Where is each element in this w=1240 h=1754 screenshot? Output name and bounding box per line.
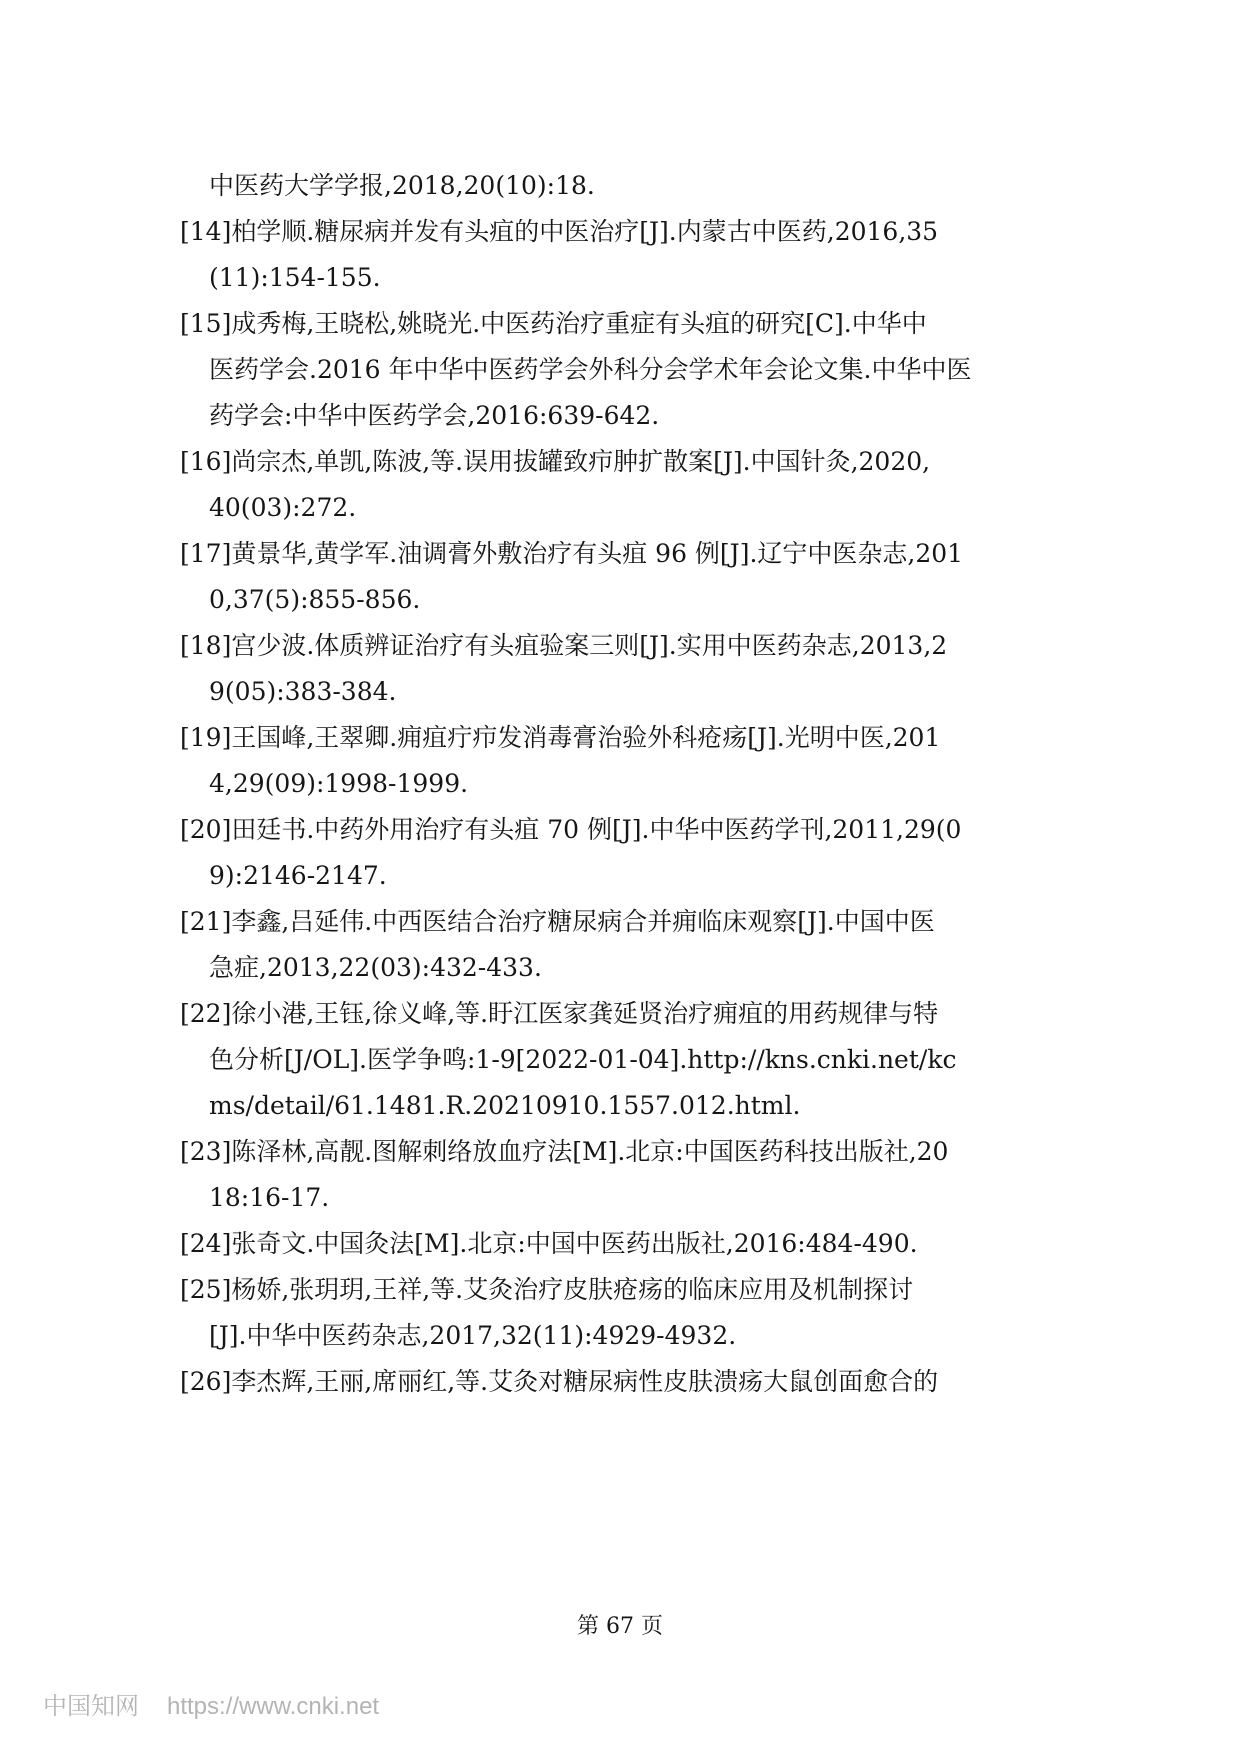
watermark-brand: 中国知网 xyxy=(43,1693,139,1720)
reference-continuation-line: 中医药大学学报,2018,20(10):18. xyxy=(209,171,595,200)
reference-17-line-2: 0,37(5):855-856. xyxy=(209,585,421,614)
reference-22-line-3: ms/detail/61.1481.R.20210910.1557.012.html. xyxy=(209,1091,801,1120)
watermark-url: https://www.cnki.net xyxy=(167,1693,380,1720)
reference-16-line-2: 40(03):272. xyxy=(209,493,357,522)
reference-21-line-1: [21]李鑫,吕延伟.中西医结合治疗糖尿病合并痈临床观察[J].中国中医 xyxy=(180,907,935,936)
reference-15-line-1: [15]成秀梅,王晓松,姚晓光.中医药治疗重症有头疽的研究[C].中华中 xyxy=(180,309,927,338)
reference-20-line-2: 9):2146-2147. xyxy=(209,861,387,890)
reference-23-line-1: [23]陈泽林,高靓.图解刺络放血疗法[M].北京:中国医药科技出版社,20 xyxy=(180,1137,949,1166)
reference-19-line-1: [19]王国峰,王翠卿.痈疽疔疖发消毒膏治验外科疮疡[J].光明中医,201 xyxy=(180,723,941,752)
reference-24-line-1: [24]张奇文.中国灸法[M].北京:中国中医药出版社,2016:484-490. xyxy=(180,1229,918,1258)
reference-16-line-1: [16]尚宗杰,单凯,陈波,等.误用拔罐致疖肿扩散案[J].中国针灸,2020, xyxy=(180,447,931,476)
reference-15-line-2: 医药学会.2016 年中华中医药学会外科分会学术年会论文集.中华中医 xyxy=(209,355,972,384)
reference-26-line-1: [26]李杰辉,王丽,席丽红,等.艾灸对糖尿病性皮肤溃疡大鼠创面愈合的 xyxy=(180,1367,939,1396)
reference-14-line-1: [14]柏学顺.糖尿病并发有头疽的中医治疗[J].内蒙古中医药,2016,35 xyxy=(180,217,939,246)
reference-14-line-2: (11):154-155. xyxy=(209,263,381,292)
reference-21-line-2: 急症,2013,22(03):432-433. xyxy=(209,953,542,982)
reference-19-line-2: 4,29(09):1998-1999. xyxy=(209,769,469,798)
reference-25-line-1: [25]杨娇,张玥玥,王祥,等.艾灸治疗皮肤疮疡的临床应用及机制探讨 xyxy=(180,1275,914,1304)
reference-15-line-3: 药学会:中华中医药学会,2016:639-642. xyxy=(209,401,660,430)
reference-20-line-1: [20]田廷书.中药外用治疗有头疽 70 例[J].中华中医药学刊,2011,29(0 xyxy=(180,815,962,844)
reference-18-line-2: 9(05):383-384. xyxy=(209,677,397,706)
reference-18-line-1: [18]宫少波.体质辨证治疗有头疽验案三则[J].实用中医药杂志,2013,2 xyxy=(180,631,948,660)
reference-23-line-2: 18:16-17. xyxy=(209,1183,330,1212)
reference-17-line-1: [17]黄景华,黄学军.油调膏外敷治疗有头疽 96 例[J].辽宁中医杂志,201 xyxy=(180,539,964,568)
reference-22-line-2: 色分析[J/OL].医学争鸣:1-9[2022-01-04].http://kns.cnki.net/kc xyxy=(209,1045,957,1074)
page-number: 第 67 页 xyxy=(577,1614,663,1639)
reference-22-line-1: [22]徐小港,王钰,徐义峰,等.盱江医家龚延贤治疗痈疽的用药规律与特 xyxy=(180,999,939,1028)
reference-25-line-2: [J].中华中医药杂志,2017,32(11):4929-4932. xyxy=(209,1321,737,1350)
cnki-watermark xyxy=(43,1692,379,1722)
